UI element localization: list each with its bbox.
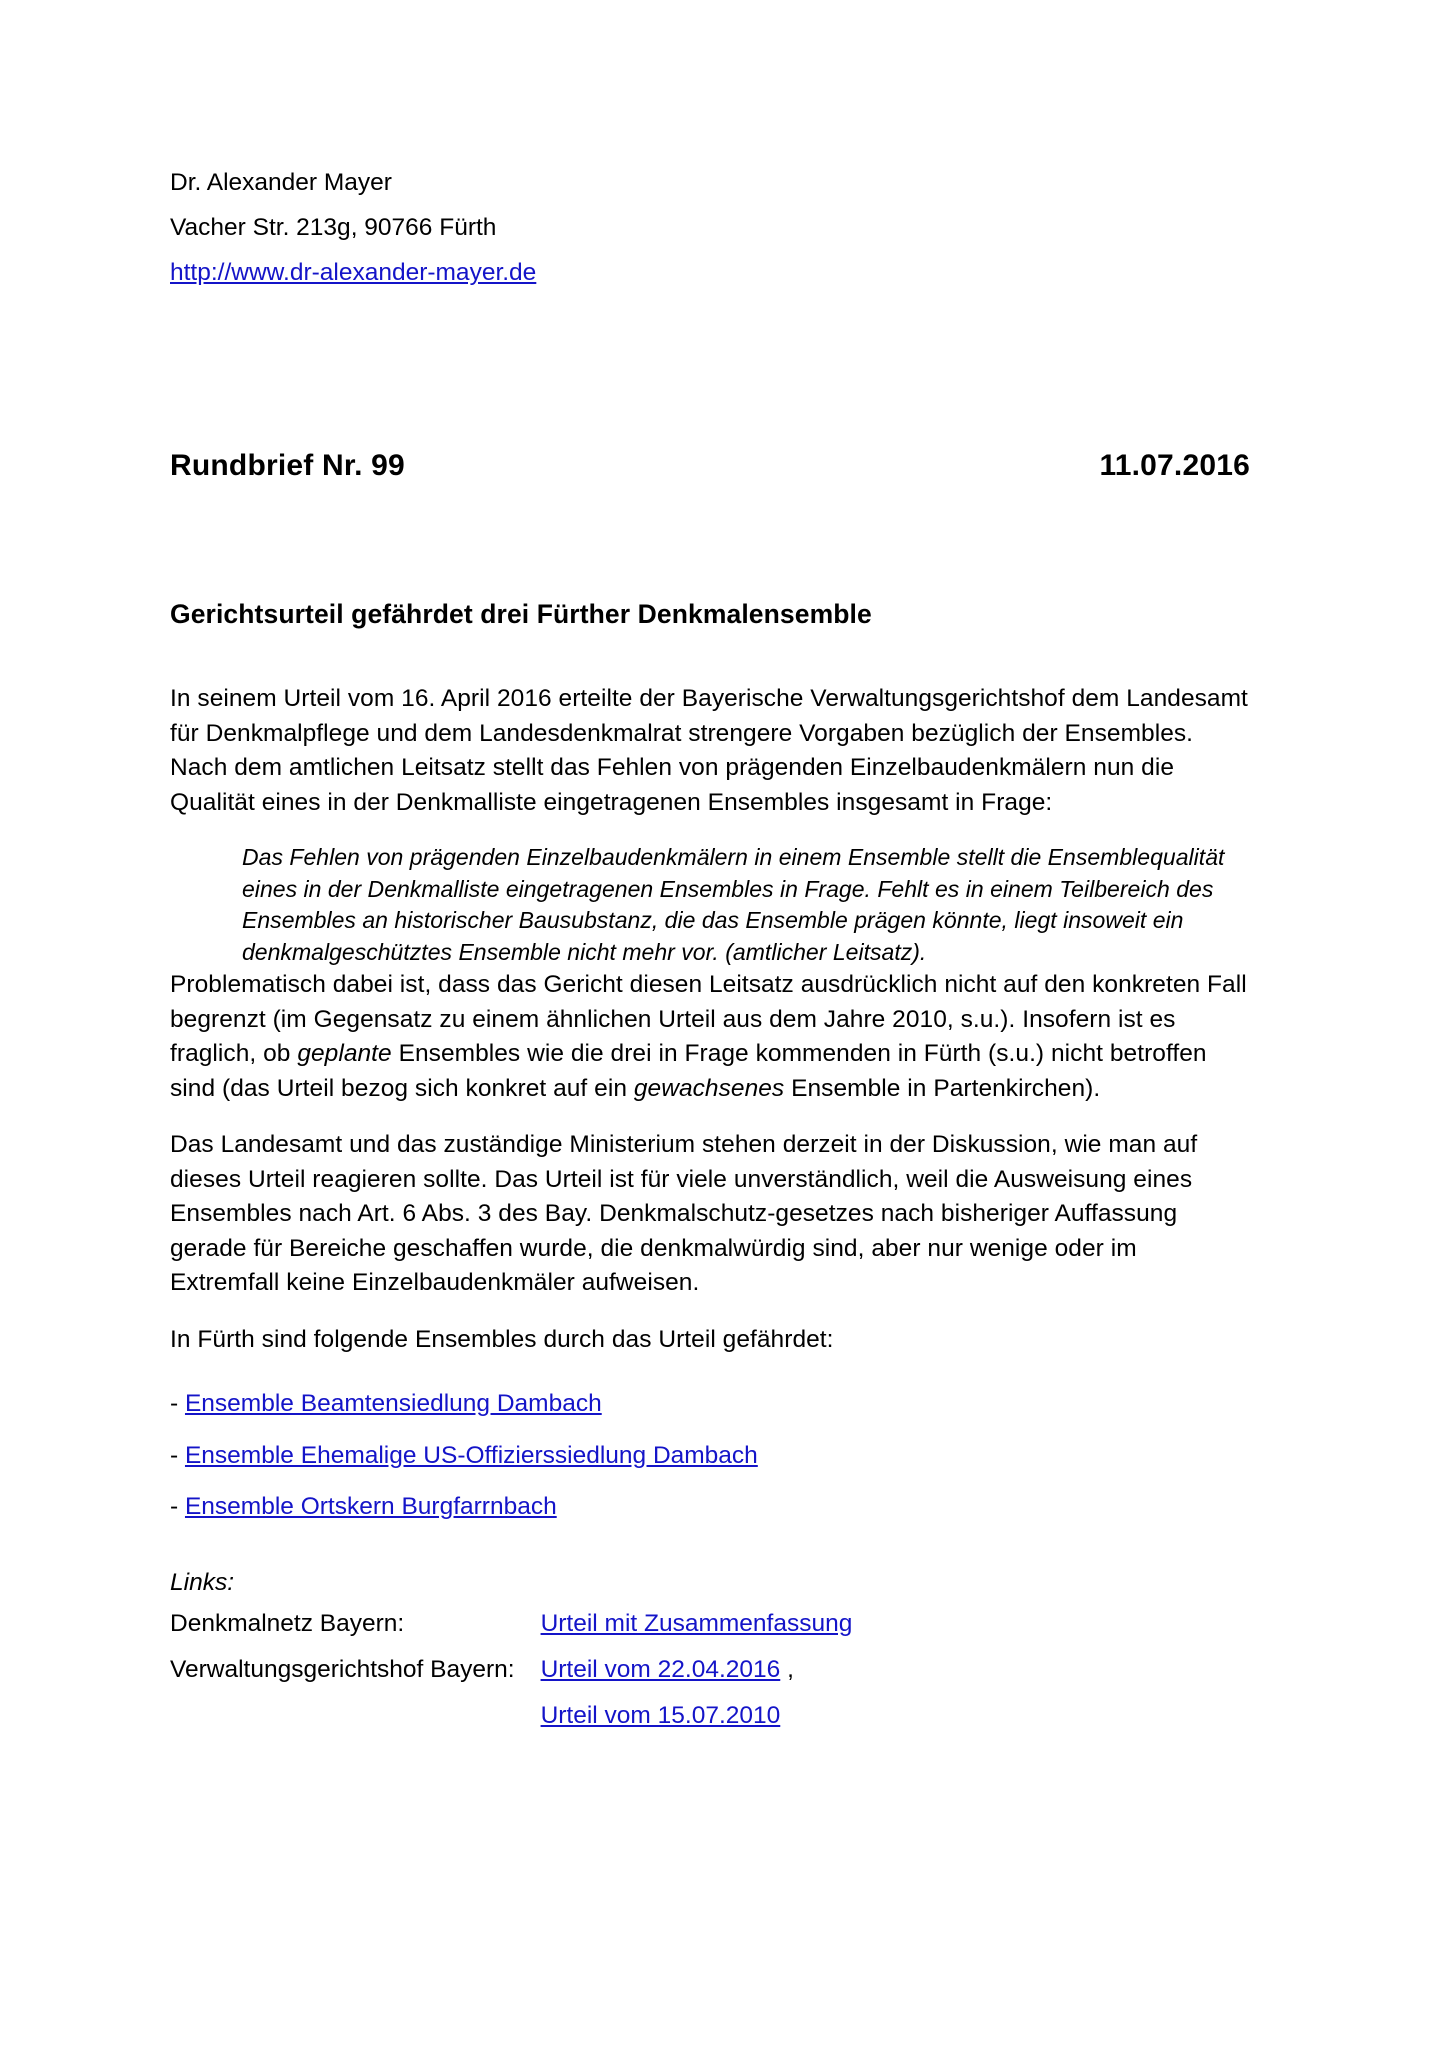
ensemble-link-ortskern-burgfarrnbach[interactable]: Ensemble Ortskern Burgfarrnbach [184,1493,557,1520]
links-table [170,1607,852,1745]
link-urteil-22-04-2016[interactable]: Urteil vom 22.04.2016 [540,1655,781,1683]
paragraph-affected-intro: In Fürth sind folgende Ensembles durch das Urteil gefährdet: [170,1325,834,1353]
sender-name: Dr. Alexander Mayer [170,169,392,196]
circular-header [170,449,1250,483]
paragraph-problem [170,968,1250,1106]
paragraph-problem-part1: Problematisch dabei ist, dass das Gericht diesen Leitsatz ausdrücklich nicht auf den konkreten Fall begrenzt (im Gegensatz zu einem ähnlichen Urteil aus dem Jahre 2010, s.u.). Insofern ist es fraglich, ob [170,971,1247,1067]
list-item-dash: - [170,1390,185,1417]
table-row [170,1653,852,1699]
paragraph-intro: In seinem Urteil vom 16. April 2016 erteilte der Bayerische Verwaltungsgerichtshof dem Landesamt für Denkmalpflege und dem Landesdenkmalrat strengere Vorgaben bezüglich der Ensembles. Nach dem amtlichen Leitsatz stellt das Fehlen von prägenden Einzelbaudenkmälern nun die Qualität eines in der Denkmalliste eingetragenen Ensembles insgesamt in Frage: [170,685,1248,816]
links-row-label: Denkmalnetz Bayern: [170,1609,405,1637]
sender-website-link[interactable]: http://www.dr-alexander-mayer.de [170,259,537,286]
links-row-label [170,1699,541,1745]
table-row [170,1607,852,1653]
link-urteil-mit-zusammenfassung[interactable]: Urteil mit Zusammenfassung [540,1609,853,1637]
court-leitsatz-quote: Das Fehlen von prägenden Einzelbaudenkmälern in einem Ensemble stellt die Ensemblequalität eines in der Denkmalliste eingetragenen Ensembles in Frage. Fehlt es in einem Teilbereich des Ensembles an historischer Bausubstanz, die das Ensemble prägen könnte, liegt insoweit ein denkmalgeschütztes Ensemble nicht mehr vor. (amtlicher Leitsatz). [242,844,1225,965]
letterhead [170,160,1250,295]
sender-address: Vacher Str. 213g, 90766 Fürth [170,214,497,241]
list-item [170,1490,1250,1525]
list-item-dash: - [170,1493,185,1520]
list-item [170,1387,1250,1422]
ensemble-list [170,1387,1250,1525]
links-section-heading: Links: [170,1568,235,1596]
circular-date: 11.07.2016 [1099,449,1250,482]
emphasis-gewachsenes: gewachsenes [633,1074,785,1102]
links-row-value [541,1699,853,1745]
list-item [170,1439,1250,1474]
links-row-value [541,1653,853,1699]
list-item-dash: - [170,1441,185,1469]
ensemble-link-us-offizierssiedlung-dambach[interactable]: Ensemble Ehemalige US-Offizierssiedlung Dambach [184,1441,758,1469]
links-row-label: Verwaltungsgerichtshof Bayern: [170,1655,515,1683]
table-row [170,1699,852,1745]
links-row-suffix: , [780,1655,794,1683]
document-content [170,160,1250,1745]
paragraph-discussion: Das Landesamt und das zuständige Ministerium stehen derzeit in der Diskussion, wie man auf dieses Urteil reagieren sollte. Das Urteil ist für viele unverständlich, weil die Ausweisung eines Ensembles nach Art. 6 Abs. 3 des Bay. Denkmalschutz-gesetzes nach bisheriger Auffassung gerade für Bereiche geschaffen wurde, die denkmalwürdig sind, aber nur wenige oder im Extremfall keine Einzelbaudenkmäler aufweisen. [170,1131,1198,1296]
links-row-value [541,1607,853,1653]
page-title: Gerichtsurteil gefährdet drei Fürther Denkmalensemble [170,599,872,629]
ensemble-link-beamtensiedlung-dambach[interactable]: Ensemble Beamtensiedlung Dambach [184,1390,602,1417]
paragraph-problem-part2: Ensembles wie die drei in Frage kommenden in Fürth (s.u.) nicht betroffen sind (das Urteil bezog sich konkret auf ein [170,1040,1207,1102]
link-urteil-15-07-2010[interactable]: Urteil vom 15.07.2010 [540,1701,781,1729]
circular-title: Rundbrief Nr. 99 [170,449,405,482]
paragraph-problem-part3: Ensemble in Partenkirchen). [784,1074,1101,1102]
emphasis-geplante: geplante [297,1040,392,1067]
